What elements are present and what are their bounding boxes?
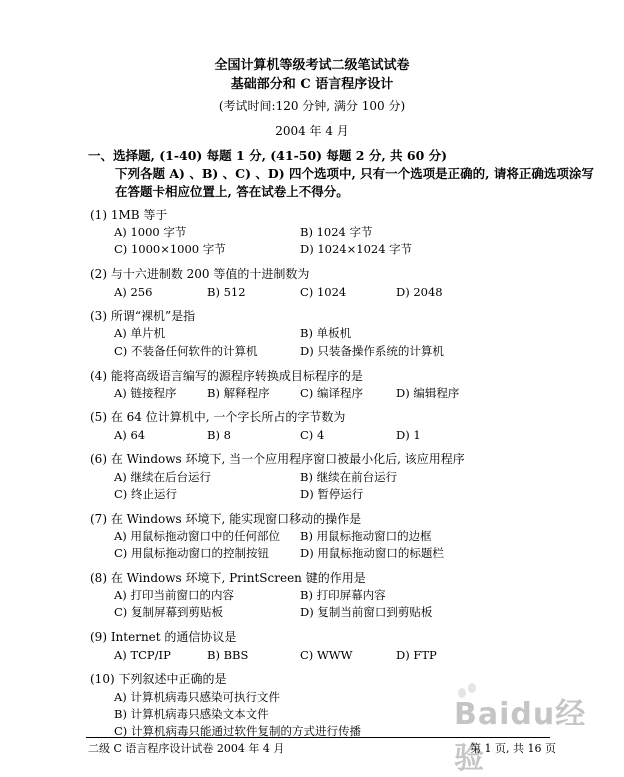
question-stem: (10) 下列叙述中正确的是	[90, 672, 227, 686]
option-b: B) 继续在前台运行	[300, 470, 398, 484]
section-instructions-line1: 下列各题 A) 、B) 、C) 、D) 四个选项中, 只有一个选项是正确的, 请将正确选项涂写	[115, 166, 594, 181]
question-stem: (2) 与十六进制数 200 等值的十进制数为	[90, 267, 310, 281]
option-d: D) 用鼠标拖动窗口的标题栏	[300, 546, 444, 560]
option-d: D) 复制当前窗口到剪贴板	[300, 605, 433, 619]
question-stem: (5) 在 64 位计算机中, 一个字长所占的字节数为	[90, 410, 346, 424]
option-a: A) 用鼠标拖动窗口中的任何部位	[114, 529, 280, 543]
option-c: C) 1000×1000 字节	[114, 242, 226, 256]
option-b: B) 打印屏幕内容	[300, 588, 386, 602]
option-c: C) 4	[300, 428, 325, 442]
footer-divider	[86, 737, 550, 738]
option-d: D) 只装备操作系统的计算机	[300, 344, 444, 358]
question-stem: (7) 在 Windows 环境下, 能实现窗口移动的操作是	[90, 512, 362, 526]
option-a: A) 继续在后台运行	[114, 470, 211, 484]
option-c: C) 编译程序	[300, 386, 363, 400]
option-a: A) 64	[114, 428, 146, 442]
question-stem: (4) 能将高级语言编写的源程序转换成目标程序的是	[90, 369, 363, 383]
question-stem: (8) 在 Windows 环境下, PrintScreen 键的作用是	[90, 571, 366, 585]
exam-subtitle: 基础部分和 C 语言程序设计	[230, 77, 394, 92]
question-stem: (6) 在 Windows 环境下, 当一个应用程序窗口被最小化后, 该应用程序	[90, 452, 465, 466]
question-stem: (9) Internet 的通信协议是	[90, 630, 237, 644]
watermark-text: Baidu经验	[454, 697, 587, 776]
option-a: A) TCP/IP	[114, 648, 171, 662]
option-c: C) 用鼠标拖动窗口的控制按钮	[114, 546, 269, 560]
option-a: A) 单片机	[114, 326, 165, 340]
option-b: B) 单板机	[300, 326, 352, 340]
exam-date: 2004 年 4 月	[275, 124, 349, 138]
option-a: A) 打印当前窗口的内容	[114, 588, 234, 602]
option-a: A) 链接程序	[114, 386, 177, 400]
option-c: C) 计算机病毒只能通过软件复制的方式进行传播	[114, 724, 361, 738]
option-b: B) 512	[207, 285, 246, 299]
option-a: A) 256	[114, 285, 153, 299]
option-d: D) 编辑程序	[396, 386, 460, 400]
option-b: B) 1024 字节	[300, 225, 373, 239]
option-c: C) 终止运行	[114, 487, 177, 501]
option-d: D) 1024×1024 字节	[300, 242, 413, 256]
option-b: B) BBS	[207, 648, 249, 662]
option-b: B) 用鼠标拖动窗口的边框	[300, 529, 432, 543]
option-d: D) 1	[396, 428, 421, 442]
option-c: C) 复制屏幕到剪贴板	[114, 605, 223, 619]
option-b: B) 解释程序	[207, 386, 270, 400]
option-a: A) 1000 字节	[114, 225, 187, 239]
option-a: A) 计算机病毒只感染可执行文件	[114, 690, 280, 704]
option-d: D) FTP	[396, 648, 437, 662]
option-c: C) 1024	[300, 285, 347, 299]
question-stem: (1) 1MB 等于	[90, 208, 168, 222]
option-d: D) 暂停运行	[300, 487, 364, 501]
exam-time: (考试时间:120 分钟, 满分 100 分)	[218, 99, 406, 113]
option-c: C) 不装备任何软件的计算机	[114, 344, 258, 358]
option-b: B) 8	[207, 428, 231, 442]
option-c: C) WWW	[300, 648, 353, 662]
question-stem: (3) 所谓“裸机”是指	[90, 309, 196, 323]
section-instructions-line2: 在答题卡相应位置上, 答在试卷上不得分。	[115, 184, 349, 199]
exam-title: 全国计算机等级考试二级笔试试卷	[214, 58, 410, 73]
page-number: 第 1 页, 共 16 页	[470, 742, 556, 755]
option-d: D) 2048	[396, 285, 443, 299]
footer-left: 二级 C 语言程序设计试卷 2004 年 4 月	[88, 742, 285, 755]
option-b: B) 计算机病毒只感染文本文件	[114, 707, 269, 721]
section-heading: 一、选择题, (1-40) 每题 1 分, (41-50) 每题 2 分, 共 60 分)	[88, 148, 448, 163]
